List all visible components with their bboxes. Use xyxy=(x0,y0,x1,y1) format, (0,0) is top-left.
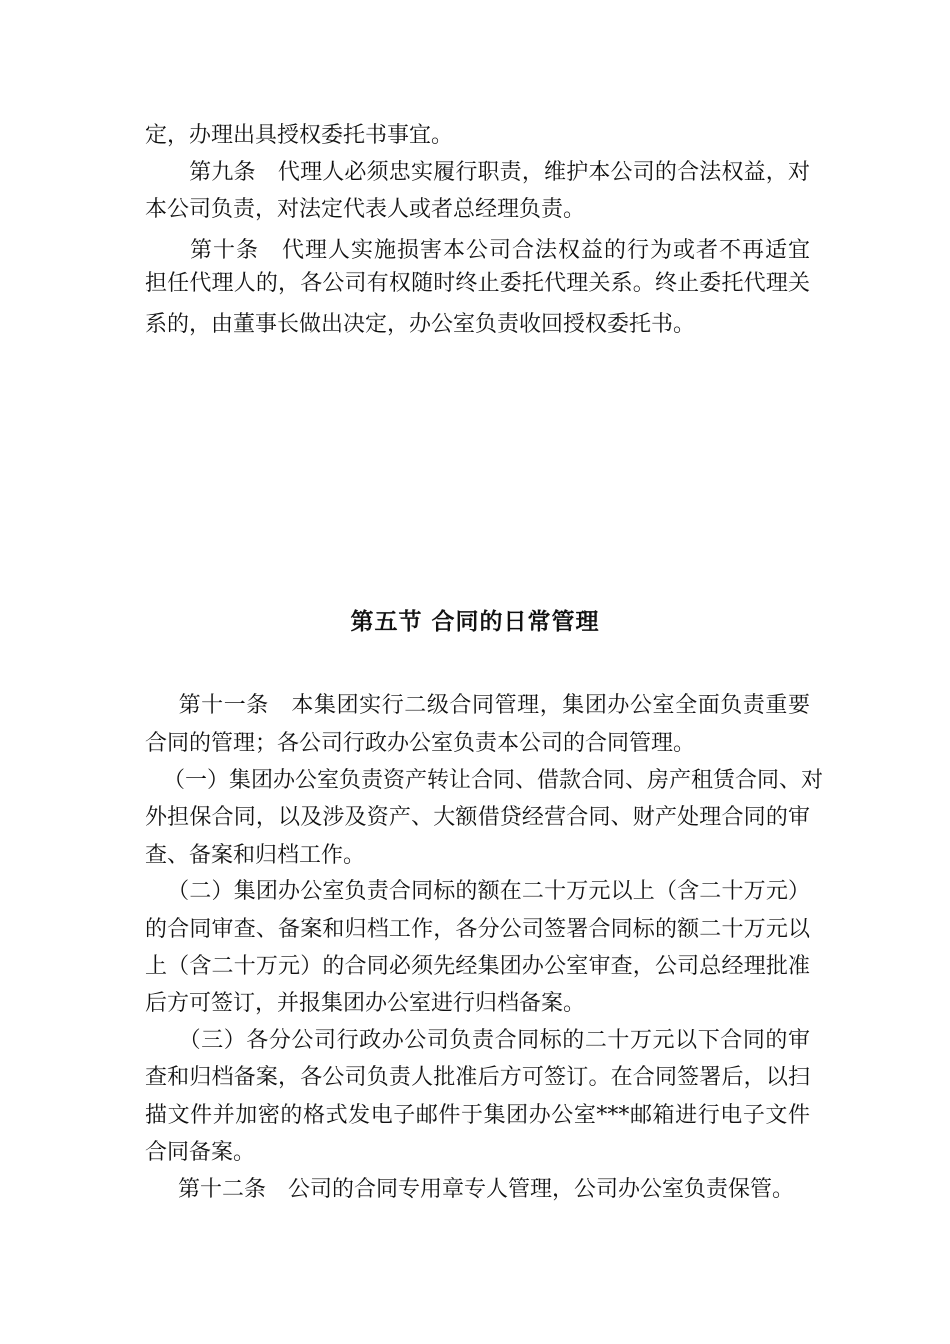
paragraph-line: 查和归档备案，各公司负责人批准后方可签订。在合同签署后，以扫 xyxy=(145,1065,810,1090)
paragraph-line-article-10 xyxy=(145,234,810,268)
paragraph-line: 外担保合同，以及涉及资产、大额借贷经营合同、财产处理合同的审 xyxy=(145,805,810,830)
paragraph-line-item-3 xyxy=(145,1024,810,1058)
paragraph-line: 合同的管理；各公司行政办公室负责本公司的合同管理。 xyxy=(145,731,696,756)
paragraph-line-article-9 xyxy=(145,156,810,190)
paragraph-line: 的合同审查、备案和归档工作，各分公司签署合同标的额二十万元以 xyxy=(145,917,810,942)
paragraph-line: 本公司负责，对法定代表人或者总经理负责。 xyxy=(145,197,586,222)
paragraph-line: 合同备案。 xyxy=(145,1140,256,1165)
line-text: （一）集团办公室负责资产转让合同、借款合同、房产租赁合同、对 xyxy=(163,768,824,793)
paragraph-line: 定，办理出具授权委托书事宜。 xyxy=(145,123,454,148)
paragraph-line-item-2 xyxy=(145,875,810,909)
line-text: （二）集团办公室负责合同标的额在二十万元以上（含二十万元） xyxy=(167,879,810,904)
paragraph-line: 系的，由董事长做出决定，办公室负责收回授权委托书。 xyxy=(145,312,696,337)
paragraph-line-article-12 xyxy=(145,1173,810,1207)
paragraph-line: 后方可签订，并报集团办公室进行归档备案。 xyxy=(145,991,586,1016)
section-heading: 第五节 合同的日常管理 xyxy=(350,609,600,635)
line-text: 第十条 代理人实施损害本公司合法权益的行为或者不再适宜 xyxy=(189,238,810,263)
line-text: 第九条 代理人必须忠实履行职责，维护本公司的合法权益，对 xyxy=(189,160,810,185)
paragraph-line-article-11 xyxy=(145,689,810,723)
paragraph-line: 担任代理人的，各公司有权随时终止委托代理关系。终止委托代理关 xyxy=(145,271,810,296)
paragraph-line: 上（含二十万元）的合同必须先经集团办公室审查，公司总经理批准 xyxy=(145,954,810,979)
paragraph-line: 查、备案和归档工作。 xyxy=(145,843,366,868)
line-text: 第十一条 本集团实行二级合同管理，集团办公室全面负责重要 xyxy=(178,693,810,718)
paragraph-line-item-1 xyxy=(145,764,824,798)
paragraph-line: 描文件并加密的格式发电子邮件于集团办公室***邮箱进行电子文件 xyxy=(145,1103,810,1128)
line-text: 第十二条 公司的合同专用章专人管理，公司办公室负责保管。 xyxy=(178,1177,795,1202)
line-text: （三）各分公司行政办公司负责合同标的二十万元以下合同的审 xyxy=(178,1028,810,1053)
